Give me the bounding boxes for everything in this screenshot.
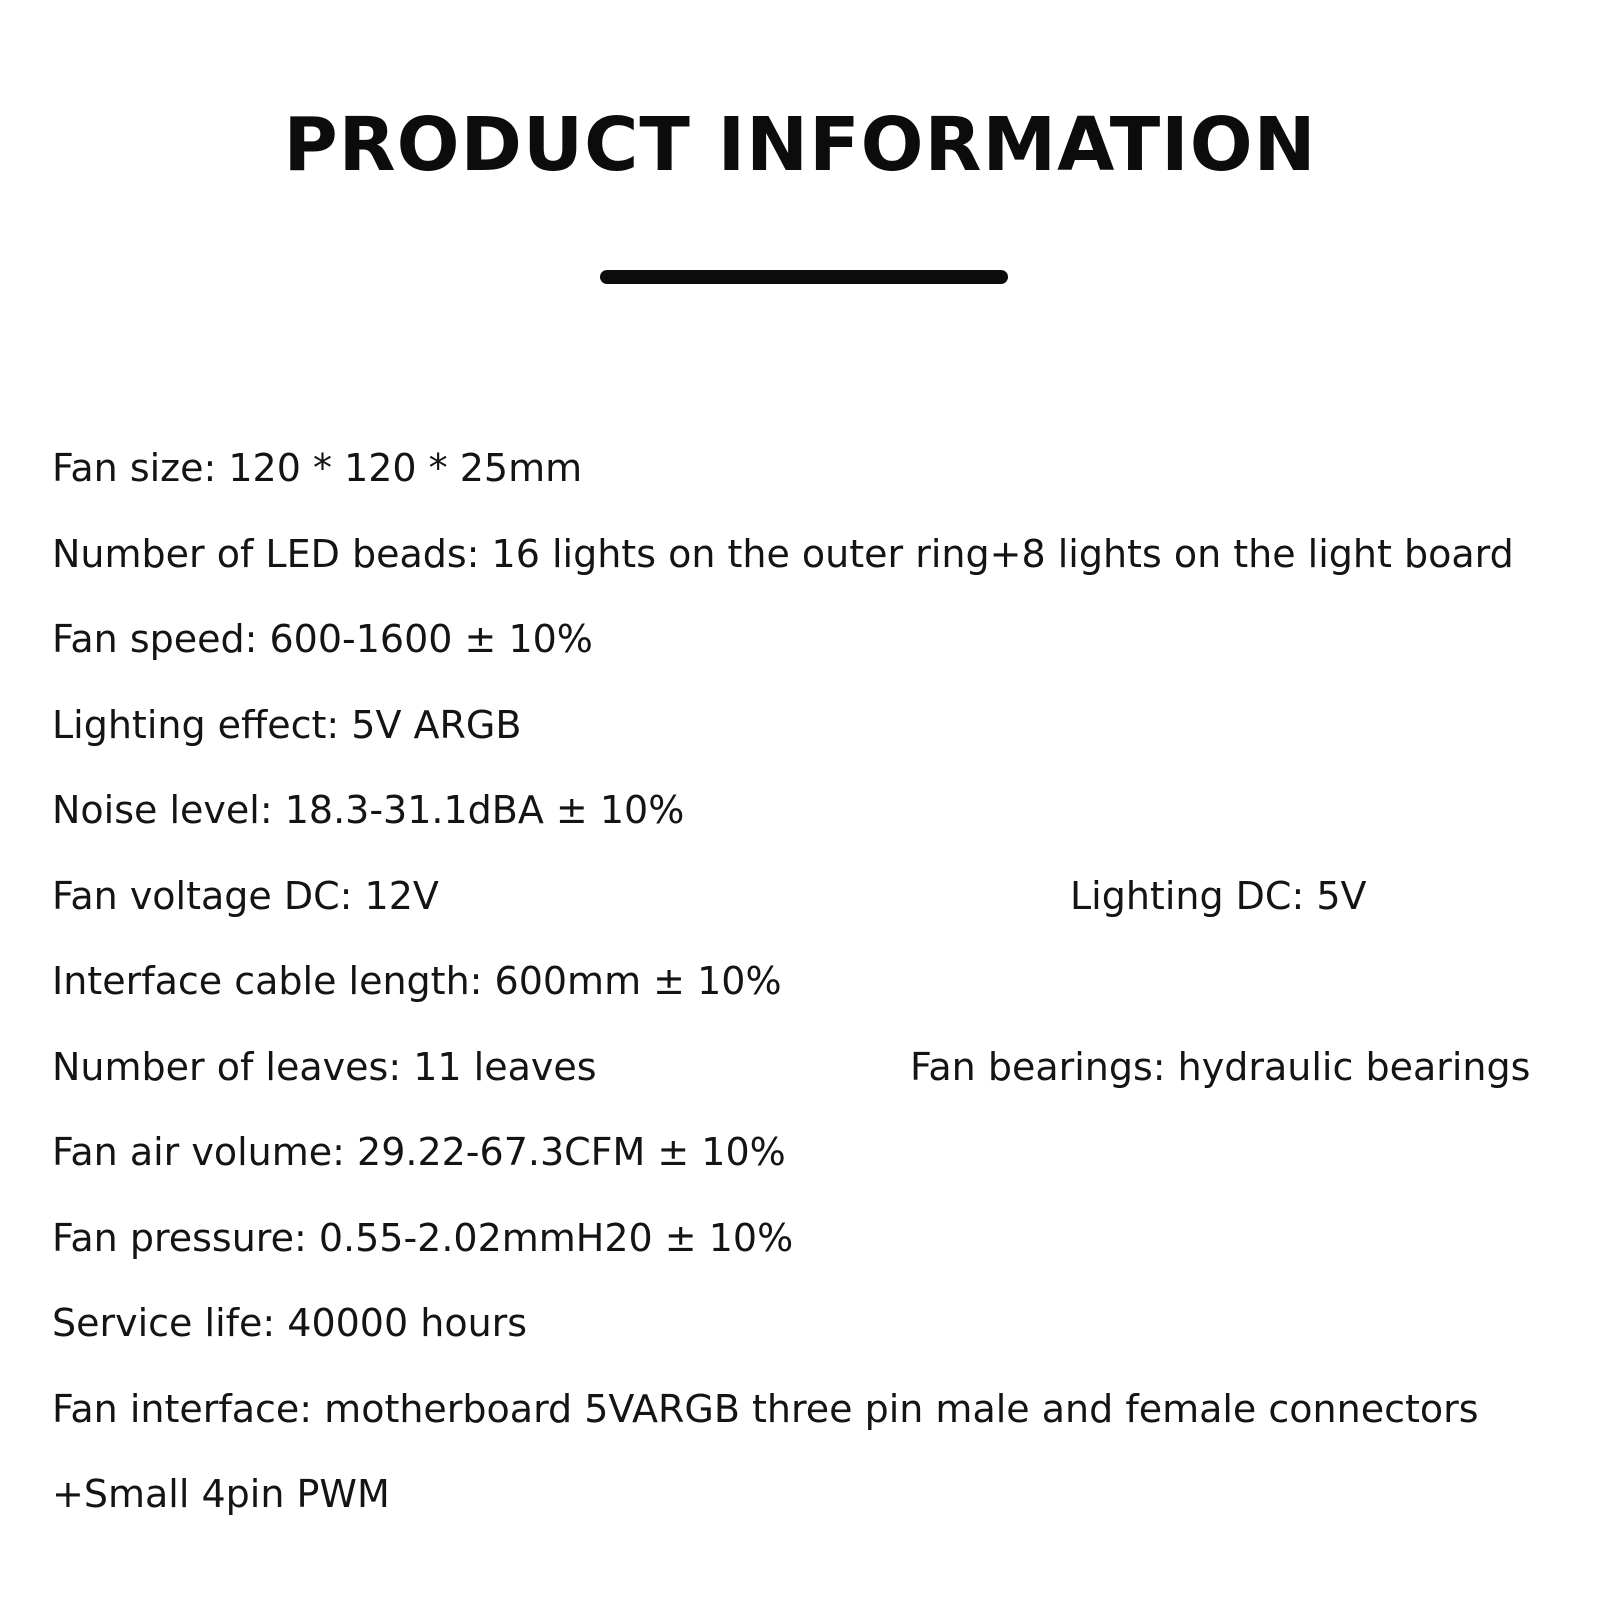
spec-air-volume: Fan air volume: 29.22-67.3CFM ± 10% xyxy=(52,1130,786,1174)
spec-bearings: Fan bearings: hydraulic bearings xyxy=(910,1044,1531,1089)
title-divider xyxy=(600,270,1008,284)
spec-noise-level: Noise level: 18.3-31.1dBA ± 10% xyxy=(52,788,685,832)
spec-list xyxy=(52,426,1592,1538)
spec-led-beads: Number of LED beads: 16 lights on the outer ring+8 lights on the light board xyxy=(52,531,1514,576)
spec-fan-speed: Fan speed: 600-1600 ± 10% xyxy=(52,617,593,661)
spec-interface-continued: +Small 4pin PWM xyxy=(52,1472,390,1516)
spec-lighting-dc: Lighting DC: 5V xyxy=(1070,873,1367,918)
spec-row-leaves xyxy=(52,1025,1592,1111)
spec-fan-voltage: Fan voltage DC: 12V xyxy=(52,873,439,918)
spec-row-voltage xyxy=(52,854,1592,940)
spec-lighting-effect: Lighting effect: 5V ARGB xyxy=(52,702,522,747)
page-title: PRODUCT INFORMATION xyxy=(283,102,1317,188)
spec-pressure: Fan pressure: 0.55-2.02mmH20 ± 10% xyxy=(52,1215,794,1260)
spec-service-life: Service life: 40000 hours xyxy=(52,1301,528,1345)
spec-leaves: Number of leaves: 11 leaves xyxy=(52,1044,597,1089)
spec-cable-length: Interface cable length: 600mm ± 10% xyxy=(52,959,782,1003)
spec-fan-size: Fan size: 120 * 120 * 25mm xyxy=(52,446,583,490)
spec-interface: Fan interface: motherboard 5VARGB three pin male and female connectors xyxy=(52,1386,1479,1431)
